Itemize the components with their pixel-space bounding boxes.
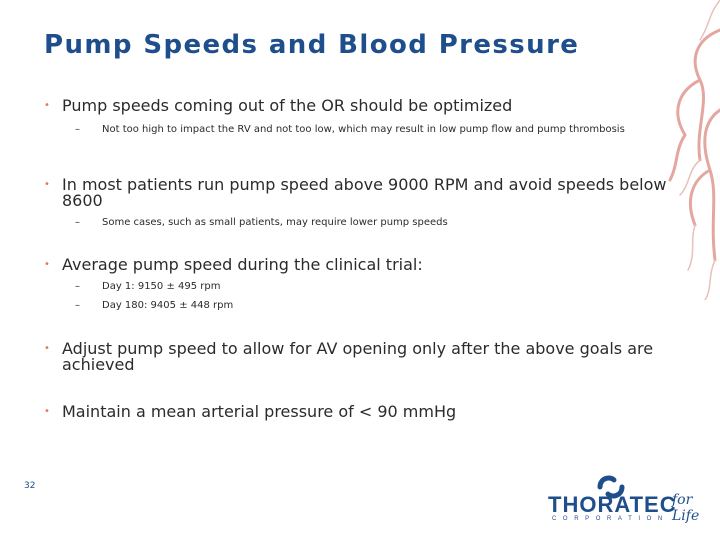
bullet-marker: • bbox=[44, 259, 50, 270]
bullet-marker: • bbox=[44, 406, 50, 417]
logo-subtitle: CORPORATION bbox=[552, 516, 669, 522]
bullet-item bbox=[44, 341, 694, 373]
blood-vessel-decoration bbox=[600, 0, 720, 300]
bullet-text: Adjust pump speed to allow for AV opening only after the above goals are achieved bbox=[62, 339, 654, 374]
bullet-text: Pump speeds coming out of the OR should be optimized bbox=[62, 96, 513, 115]
thoratec-logo bbox=[548, 472, 718, 532]
sub-bullet-text: Some cases, such as small patients, may require lower pump speeds bbox=[102, 217, 448, 228]
bullet-text: In most patients run pump speed above 9000 RPM and avoid speeds below 8600 bbox=[62, 175, 667, 210]
sub-bullet-item bbox=[75, 217, 675, 228]
logo-tagline: for Life bbox=[672, 492, 700, 524]
bullet-marker: • bbox=[44, 179, 50, 190]
page-number: 32 bbox=[24, 481, 36, 491]
sub-bullet-text: Day 180: 9405 ± 448 rpm bbox=[102, 300, 234, 311]
sub-bullet-item bbox=[75, 124, 675, 135]
dash-marker: – bbox=[75, 217, 80, 228]
bullet-marker: • bbox=[44, 343, 50, 354]
bullet-item bbox=[44, 177, 694, 209]
dash-marker: – bbox=[75, 300, 80, 311]
bullet-item bbox=[44, 98, 694, 114]
sub-bullet-item bbox=[75, 281, 675, 292]
bullet-item bbox=[44, 404, 694, 420]
sub-bullet-item bbox=[75, 300, 675, 311]
slide-title: Pump Speeds and Blood Pressure bbox=[44, 30, 580, 60]
logo-wordmark: THORATEC bbox=[548, 492, 677, 517]
bullet-item bbox=[44, 257, 694, 273]
bullet-marker: • bbox=[44, 100, 50, 111]
dash-marker: – bbox=[75, 124, 80, 135]
sub-bullet-text: Not too high to impact the RV and not too low, which may result in low pump flow and pump thrombosis bbox=[102, 124, 625, 135]
dash-marker: – bbox=[75, 281, 80, 292]
bullet-text: Average pump speed during the clinical trial: bbox=[62, 255, 423, 274]
sub-bullet-text: Day 1: 9150 ± 495 rpm bbox=[102, 281, 221, 292]
bullet-text: Maintain a mean arterial pressure of < 90 mmHg bbox=[62, 402, 457, 421]
